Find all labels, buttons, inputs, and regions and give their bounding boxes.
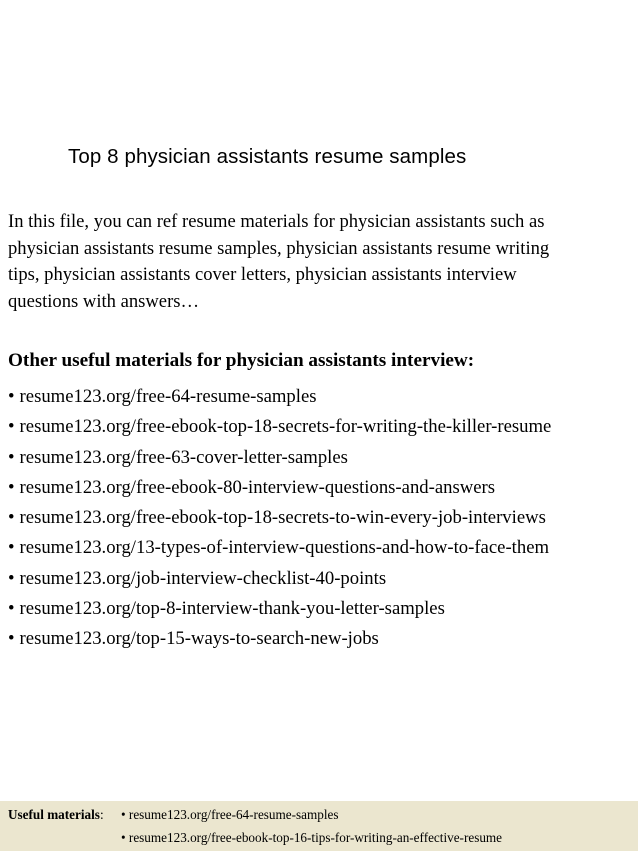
material-link[interactable]: resume123.org/top-15-ways-to-search-new-jobs bbox=[19, 628, 379, 650]
footer-link[interactable]: resume123.org/free-ebook-top-16-tips-for-writing-an-effective-resume bbox=[128, 830, 503, 845]
material-link[interactable]: resume123.org/free-ebook-top-18-secrets-to-win-every-job-interviews bbox=[19, 507, 546, 529]
footer-label bbox=[8, 807, 104, 823]
material-link[interactable]: resume123.org/free-63-cover-letter-samples bbox=[19, 446, 348, 468]
bullet-icon: • bbox=[8, 446, 15, 468]
bullet-icon: • bbox=[8, 567, 15, 589]
list-item bbox=[8, 594, 551, 624]
material-link[interactable]: resume123.org/free-ebook-80-interview-questions-and-answers bbox=[19, 476, 496, 498]
bullet-icon: • bbox=[8, 537, 15, 559]
material-link[interactable]: resume123.org/top-8-interview-thank-you-letter-samples bbox=[19, 598, 445, 620]
intro-line: tips, physician assistants cover letters, physician assistants interview bbox=[8, 264, 517, 285]
list-item bbox=[8, 503, 551, 533]
list-item bbox=[8, 624, 551, 654]
list-item bbox=[8, 533, 551, 563]
bullet-icon: • bbox=[121, 807, 126, 822]
bullet-icon: • bbox=[8, 507, 15, 529]
bullet-icon: • bbox=[121, 830, 126, 845]
list-item bbox=[8, 443, 551, 473]
bullet-icon: • bbox=[8, 476, 15, 498]
footer-label-text: Useful materials bbox=[8, 807, 100, 822]
footer-bar bbox=[0, 801, 638, 851]
bullet-icon: • bbox=[8, 598, 15, 620]
intro-line: physician assistants resume samples, physician assistants resume writing bbox=[8, 237, 550, 259]
intro-line: In this file, you can ref resume materials for physician assistants such as bbox=[8, 211, 545, 232]
footer-colon: : bbox=[99, 807, 104, 822]
list-item bbox=[8, 412, 551, 442]
page-title: Top 8 physician assistants resume samples bbox=[68, 145, 467, 168]
bullet-icon: • bbox=[8, 386, 15, 407]
material-link[interactable]: resume123.org/free-ebook-top-18-secrets-for-writing-the-killer-resume bbox=[19, 416, 552, 438]
intro-line: questions with answers… bbox=[8, 290, 200, 312]
materials-list bbox=[8, 382, 551, 655]
bullet-icon: • bbox=[8, 416, 15, 438]
bullet-icon: • bbox=[8, 628, 15, 650]
list-item bbox=[8, 473, 551, 503]
intro-paragraph bbox=[8, 209, 634, 315]
list-item bbox=[8, 382, 551, 412]
footer-item bbox=[121, 807, 339, 823]
material-link[interactable]: resume123.org/13-types-of-interview-questions-and-how-to-face-them bbox=[19, 537, 550, 559]
material-link[interactable]: resume123.org/free-64-resume-samples bbox=[19, 386, 317, 407]
materials-heading: Other useful materials for physician assistants interview: bbox=[8, 350, 475, 371]
list-item bbox=[8, 564, 551, 594]
footer-item bbox=[121, 830, 502, 846]
material-link[interactable]: resume123.org/job-interview-checklist-40-points bbox=[19, 567, 387, 589]
footer-link[interactable]: resume123.org/free-64-resume-samples bbox=[128, 807, 339, 822]
